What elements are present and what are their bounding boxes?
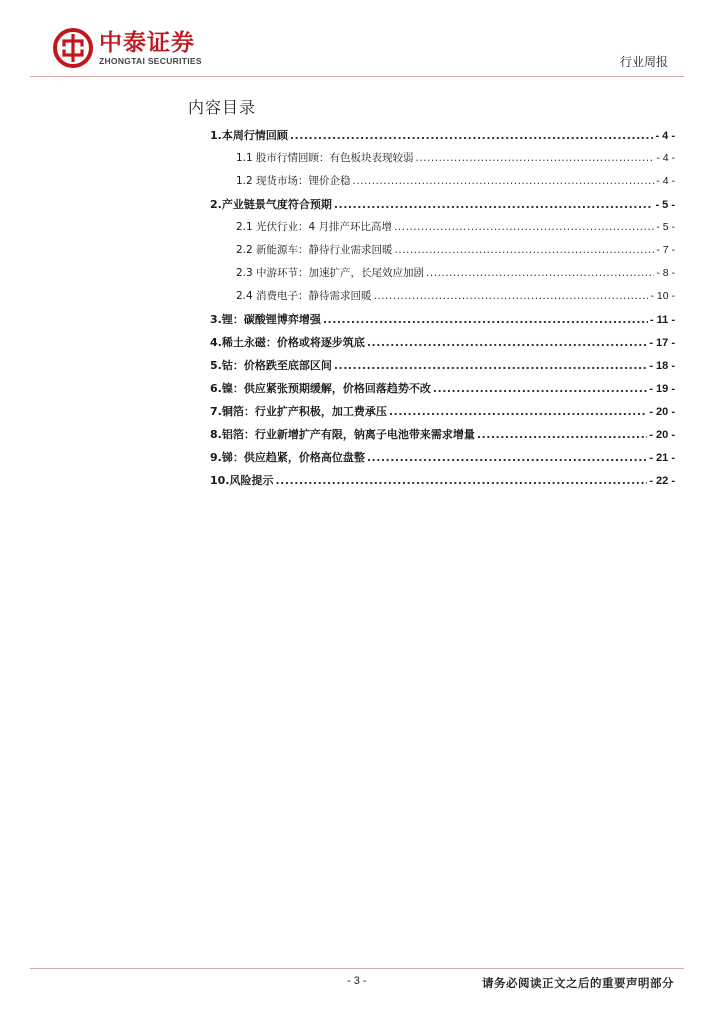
brand-logo (53, 28, 202, 68)
toc-dot-leader (290, 129, 654, 142)
toc-entry-page: - 20 - (649, 429, 675, 441)
toc-dot-leader (334, 359, 647, 372)
toc-entry-title: 3.锂：碳酸锂博弈增强 (210, 313, 321, 326)
toc-entry[interactable] (210, 426, 675, 449)
toc-dot-leader (367, 451, 647, 464)
toc-entry[interactable] (210, 150, 675, 173)
zhongtai-logo-icon (53, 28, 93, 68)
toc-entry-page: - 4 - (656, 175, 675, 187)
toc-entry-title: 5.钴：价格跌至底部区间 (210, 359, 332, 372)
toc-entry[interactable] (210, 472, 675, 495)
toc-entry[interactable] (210, 403, 675, 426)
toc-dot-leader (334, 198, 654, 211)
toc-entry-title: 2.3 中游环节：加速扩产，长尾效应加剧 (236, 267, 425, 279)
report-type-label: 行业周报 (619, 55, 668, 69)
toc-entry-page: - 7 - (656, 244, 675, 256)
toc-dot-leader (353, 175, 655, 187)
brand-name-en: ZHONGTAI SECURITIES (99, 55, 202, 66)
toc-entry-page: - 4 - (655, 130, 675, 142)
header-divider (30, 76, 684, 77)
toc-entry-title: 4.稀土永磁：价格或将逐步筑底 (210, 336, 365, 349)
toc-entry[interactable] (210, 196, 675, 219)
toc-entry-page: - 17 - (649, 337, 675, 349)
toc-entry[interactable] (210, 288, 675, 311)
toc-entry-page: - 4 - (656, 152, 675, 164)
footer-divider (30, 968, 684, 969)
toc-dot-leader (477, 428, 647, 441)
toc-entry-page: - 5 - (656, 221, 675, 233)
toc-entry-title: 10.风险提示 (210, 474, 274, 487)
toc-dot-leader (394, 221, 654, 233)
brand-name-cn: 中泰证券 (99, 29, 195, 56)
toc-entry[interactable] (210, 265, 675, 288)
toc-entry-page: - 19 - (649, 383, 675, 395)
toc-entry-title: 1.本周行情回顾 (210, 129, 288, 142)
toc-title: 内容目录 (188, 98, 257, 117)
table-of-contents (210, 127, 675, 495)
toc-entry-title: 6.镍：供应紧张预期缓解，价格回落趋势不改 (210, 382, 431, 395)
toc-entry-title: 2.产业链景气度符合预期 (210, 198, 332, 211)
toc-entry[interactable] (210, 219, 675, 242)
toc-dot-leader (374, 290, 649, 302)
toc-dot-leader (389, 405, 647, 418)
page-header (0, 0, 724, 80)
disclaimer-note: 请务必阅读正文之后的重要声明部分 (482, 976, 674, 990)
toc-entry-page: - 18 - (649, 360, 675, 372)
toc-entry-title: 9.锑：供应趋紧，价格高位盘整 (210, 451, 365, 464)
toc-entry[interactable] (210, 380, 675, 403)
toc-entry-page: - 22 - (649, 475, 675, 487)
toc-entry[interactable] (210, 334, 675, 357)
page-number: - 3 - (347, 975, 367, 987)
toc-dot-leader (323, 313, 648, 326)
toc-entry-title: 2.1 光伏行业：4 月排产环比高增 (236, 221, 393, 233)
toc-dot-leader (395, 244, 655, 256)
toc-entry-page: - 11 - (649, 314, 675, 326)
toc-entry[interactable] (210, 173, 675, 196)
toc-entry-page: - 21 - (649, 452, 675, 464)
toc-dot-leader (426, 267, 654, 279)
toc-entry-page: - 20 - (649, 406, 675, 418)
toc-entry-page: - 10 - (650, 290, 675, 302)
toc-entry-title: 1.2 现货市场：锂价企稳 (236, 175, 351, 187)
toc-entry-title: 2.2 新能源车：静待行业需求回暖 (236, 244, 393, 256)
toc-entry[interactable] (210, 242, 675, 265)
toc-dot-leader (367, 336, 647, 349)
toc-entry[interactable] (210, 449, 675, 472)
toc-entry-page: - 8 - (656, 267, 675, 279)
toc-dot-leader (276, 474, 648, 487)
toc-dot-leader (433, 382, 647, 395)
toc-entry-title: 7.铜箔：行业扩产积极，加工费承压 (210, 405, 387, 418)
toc-entry[interactable] (210, 357, 675, 380)
toc-entry-page: - 5 - (655, 199, 675, 211)
toc-entry[interactable] (210, 127, 675, 150)
toc-entry-title: 8.铝箔：行业新增扩产有限，钠离子电池带来需求增量 (210, 428, 475, 441)
toc-entry-title: 1.1 股市行情回顾：有色板块表现较弱 (236, 152, 414, 164)
toc-entry-title: 2.4 消费电子：静待需求回暖 (236, 290, 372, 302)
toc-entry[interactable] (210, 311, 675, 334)
toc-dot-leader (416, 152, 655, 164)
